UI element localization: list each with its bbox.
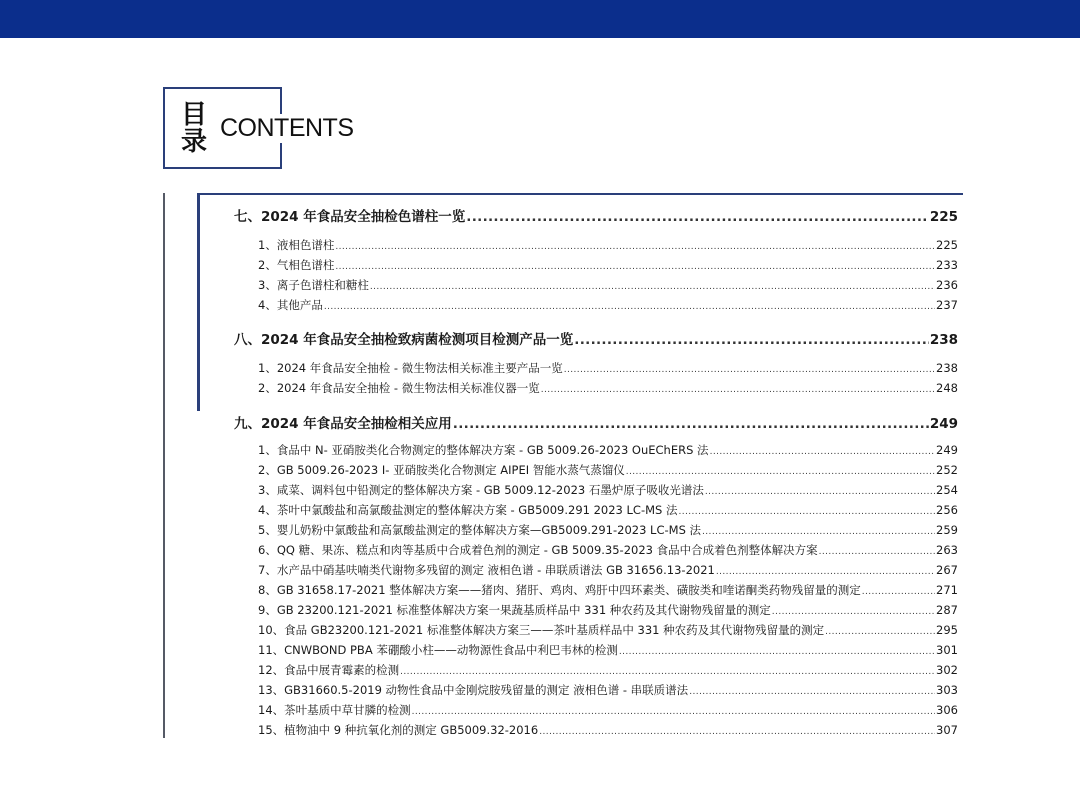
toc-leader-dots	[702, 522, 935, 540]
toc-leader-dots	[819, 542, 935, 560]
toc-item-title: 2、2024 年食品安全抽检 - 微生物法相关标准仪器一览	[258, 381, 540, 395]
toc-leader-dots	[541, 380, 935, 398]
toc-item[interactable]	[234, 255, 958, 275]
toc-item-title: 11、CNWBOND PBA 苯硼酸小柱——动物源性食品中利巴韦林的检测	[258, 643, 618, 657]
toc-leader-dots	[689, 682, 935, 700]
toc-page-number: 252	[936, 463, 958, 477]
toc-item-title: 3、咸菜、调料包中铅测定的整体解决方案 - GB 5009.12-2023 石墨炉原子吸收光谱法	[258, 483, 704, 497]
toc-item-title: 2、GB 5009.26-2023 I- 亚硝胺类化合物测定 AIPEI 智能水蒸气蒸馏仪	[258, 463, 625, 477]
toc-item[interactable]	[234, 235, 958, 255]
toc-item[interactable]	[234, 560, 958, 580]
toc-page-number: 254	[936, 483, 958, 497]
toc-item-title: 12、食品中展青霉素的检测	[258, 663, 400, 677]
toc-leader-dots	[370, 277, 935, 295]
toc-page-number: 249	[936, 443, 958, 457]
toc-item[interactable]	[234, 540, 958, 560]
toc-item[interactable]	[234, 660, 958, 680]
toc-page-number: 236	[936, 278, 958, 292]
toc-item[interactable]	[234, 700, 958, 720]
toc-item[interactable]	[234, 295, 958, 315]
toc-page-number: 225	[936, 238, 958, 252]
toc-item-title: 1、2024 年食品安全抽检 - 微生物法相关标准主要产品一览	[258, 361, 563, 375]
toc-item[interactable]	[234, 600, 958, 620]
toc-item[interactable]	[234, 358, 958, 378]
toc-section-title: 九、2024 年食品安全抽检相关应用	[234, 416, 452, 432]
toc-leader-dots	[619, 642, 935, 660]
toc-page-number: 287	[936, 603, 958, 617]
toc-item[interactable]	[234, 640, 958, 660]
toc-page-number: 271	[936, 583, 958, 597]
toc-leader-dots	[710, 442, 935, 460]
toc-item-title: 15、植物油中 9 种抗氧化剂的测定 GB5009.32-2016	[258, 723, 539, 737]
toc-item-title: 9、GB 23200.121-2021 标准整体解决方案一果蔬基质样品中 331 种农药及其代谢物残留量的测定	[258, 603, 771, 617]
toc-leader-dots	[400, 662, 935, 680]
toc-item-title: 1、液相色谱柱	[258, 238, 335, 252]
toc-page-number: 259	[936, 523, 958, 537]
toc-item[interactable]	[234, 460, 958, 480]
toc-leader-dots	[574, 328, 929, 352]
toc-item[interactable]	[234, 720, 958, 740]
toc-item[interactable]	[234, 580, 958, 600]
toc-leader-dots	[453, 412, 929, 436]
toc-item-title: 14、茶叶基质中草甘膦的检测	[258, 703, 411, 717]
toc-section-heading[interactable]	[234, 328, 958, 352]
toc-title-char-2: 录	[181, 127, 208, 157]
toc-section-heading[interactable]	[234, 205, 958, 229]
toc-leader-dots	[412, 702, 935, 720]
toc-page-number: 238	[936, 361, 958, 375]
toc-item[interactable]	[234, 620, 958, 640]
toc-leader-dots	[335, 237, 935, 255]
toc-item-title: 6、QQ 糖、果冻、糕点和肉等基质中合成着色剂的测定 - GB 5009.35-2023 食品中合成着色剂整体解决方案	[258, 543, 818, 557]
toc-item-title: 3、离子色谱柱和糖柱	[258, 278, 369, 292]
toc-item[interactable]	[234, 378, 958, 398]
toc-page-number: 301	[936, 643, 958, 657]
toc-leader-dots	[716, 562, 935, 580]
toc-section-7	[234, 205, 958, 315]
toc-leader-dots	[564, 360, 935, 378]
toc-item[interactable]	[234, 520, 958, 540]
toc-item[interactable]	[234, 480, 958, 500]
toc-item-title: 5、婴儿奶粉中氯酸盐和高氯酸盐测定的整体解决方案—GB5009.291-2023 LC-MS 法	[258, 523, 702, 537]
toc-title-chinese	[181, 102, 213, 156]
toc-item-title: 1、食品中 N- 亚硝胺类化合物测定的整体解决方案 - GB 5009.26-2023 OuEChERS 法	[258, 443, 709, 457]
toc-page-number: 303	[936, 683, 958, 697]
toc-page-number: 302	[936, 663, 958, 677]
toc-page-number: 267	[936, 563, 958, 577]
toc-page-number: 237	[936, 298, 958, 312]
toc-leader-dots	[466, 205, 929, 229]
toc-page-number: 225	[929, 209, 958, 225]
toc-item-title: 4、茶叶中氯酸盐和高氯酸盐测定的整体解决方案 - GB5009.291 2023 LC-MS 法	[258, 503, 678, 517]
toc-item-title: 7、水产品中硝基呋喃类代谢物多残留的测定 液相色谱 - 串联质谱法 GB 31656.13-2021	[258, 563, 715, 577]
toc-title-char-1: 目	[181, 100, 208, 130]
toc-section-heading[interactable]	[234, 412, 958, 436]
toc-item-title: 2、气相色谱柱	[258, 258, 335, 272]
toc-page-number: 248	[936, 381, 958, 395]
toc-item-title: 8、GB 31658.17-2021 整体解决方案——猪肉、猪肝、鸡肉、鸡肝中四环素类、磺胺类和喹诺酮类药物残留量的测定	[258, 583, 861, 597]
toc-leader-dots	[705, 482, 935, 500]
toc-item[interactable]	[234, 680, 958, 700]
toc-leader-dots	[539, 722, 935, 740]
toc-section-9	[234, 412, 958, 740]
toc-section-title: 八、2024 年食品安全抽检致病菌检测项目检测产品一览	[234, 332, 574, 348]
toc-leader-dots	[862, 582, 935, 600]
toc-item-title: 10、食品 GB23200.121-2021 标准整体解决方案三——茶叶基质样品中 331 种农药及其代谢物残留量的测定	[258, 623, 825, 637]
toc-page-number: 306	[936, 703, 958, 717]
toc-page-number: 249	[929, 416, 958, 432]
toc-section-title: 七、2024 年食品安全抽检色谱柱一览	[234, 209, 466, 225]
toc-page-number: 238	[929, 332, 958, 348]
toc-item-title: 13、GB31660.5-2019 动物性食品中金刚烷胺残留量的测定 液相色谱 - 串联质谱法	[258, 683, 689, 697]
left-accent-line	[197, 193, 200, 411]
toc-leader-dots	[626, 462, 935, 480]
toc-page-number: 295	[936, 623, 958, 637]
toc-item[interactable]	[234, 275, 958, 295]
toc-item[interactable]	[234, 500, 958, 520]
toc-item[interactable]	[234, 440, 958, 460]
toc-page-number: 307	[936, 723, 958, 737]
top-rule	[197, 193, 963, 195]
toc-item-title: 4、其他产品	[258, 298, 323, 312]
toc-leader-dots	[825, 622, 935, 640]
toc-page-number: 263	[936, 543, 958, 557]
toc-leader-dots	[679, 502, 936, 520]
left-border-line	[163, 193, 165, 738]
toc-page-number: 233	[936, 258, 958, 272]
toc-leader-dots	[335, 257, 935, 275]
toc-leader-dots	[324, 297, 935, 315]
toc-section-8	[234, 328, 958, 398]
toc-leader-dots	[772, 602, 935, 620]
toc-title-english: CONTENTS	[220, 114, 358, 143]
toc-page-number: 256	[936, 503, 958, 517]
header-bar	[0, 0, 1080, 38]
